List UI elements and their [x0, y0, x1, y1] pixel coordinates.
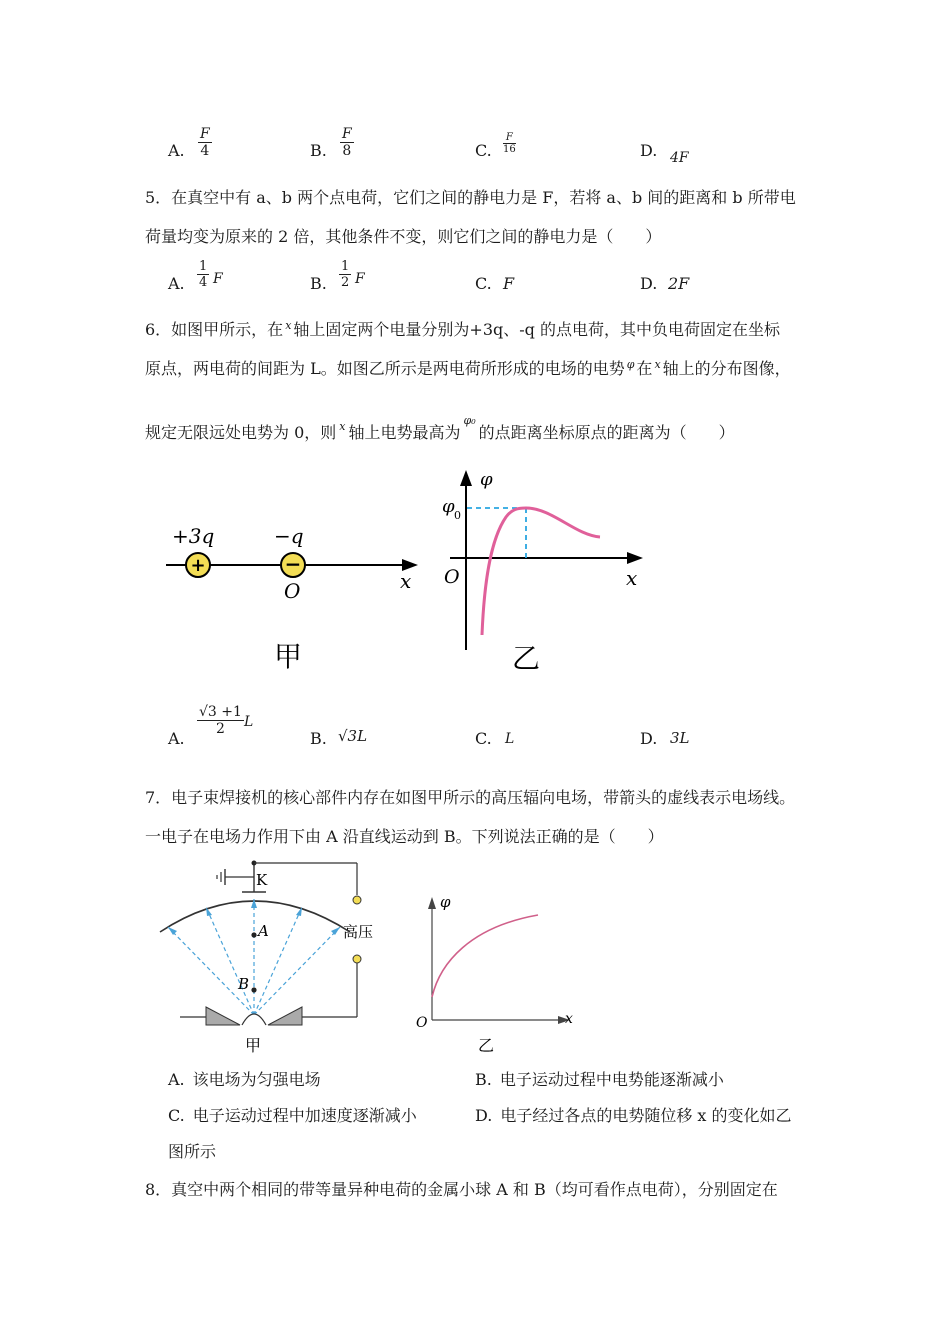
q6-line2-b: 在	[636, 359, 653, 378]
phi0-subscript: 0	[454, 509, 461, 522]
q5-option-d-letter[interactable]: D.	[640, 274, 658, 293]
option-text: 该电场为匀强电场	[192, 1070, 321, 1089]
q6-option-d-letter[interactable]: D.	[640, 729, 658, 748]
fraction-numerator: 1	[341, 259, 350, 274]
q6-option-a-fraction	[197, 704, 244, 737]
x-symbol: x	[339, 420, 346, 433]
q4-option-d-text: 4F	[670, 150, 689, 166]
point-a-label: A	[258, 922, 269, 940]
option-letter: A.	[168, 1070, 185, 1089]
figure-caption: 乙	[512, 642, 541, 675]
phi-axis-arrow-icon	[460, 470, 472, 486]
q5-stem-line1: 5．在真空中有 a、b 两个点电荷，它们之间的静电力是 F，若将 a、b 间的距离和 b 所带电	[145, 188, 796, 207]
pos-charge-label: +3q	[172, 524, 215, 548]
fraction-denominator: 16	[503, 144, 516, 155]
minus-sign: −	[284, 552, 302, 576]
potential-curve	[432, 915, 538, 997]
option-text: 电子经过各点的电势随位移 x 的变化如乙	[500, 1106, 792, 1125]
figure-caption: 甲	[245, 1036, 262, 1055]
origin-label: O	[444, 566, 460, 588]
fraction-numerator: 1	[199, 259, 208, 274]
high-voltage-label: 高压	[343, 923, 374, 941]
q6-option-c-letter[interactable]: C.	[475, 729, 492, 748]
q5-option-a-tail: F	[213, 271, 223, 287]
phi-symbol: φ	[626, 358, 635, 371]
left-electrode	[206, 1007, 240, 1025]
q7-figure-yi	[410, 885, 585, 1055]
q6-line2-c: 轴上的分布图像，	[662, 359, 791, 378]
q6-stem-line1	[145, 320, 780, 342]
q5-option-c-text: F	[503, 274, 515, 293]
q4-option-c-letter[interactable]: C.	[475, 141, 492, 160]
q4-option-a-fraction	[198, 126, 212, 159]
option-letter: D.	[475, 1106, 493, 1125]
figure-caption: 甲	[274, 640, 303, 673]
q6-option-c-text: L	[505, 731, 515, 747]
q6-line1-a: 6．如图甲所示，在	[145, 320, 284, 339]
x-symbol: x	[285, 319, 292, 332]
option-letter: C.	[168, 1106, 185, 1125]
q5-option-b-fraction	[339, 259, 351, 290]
q4-option-b-fraction	[340, 126, 354, 159]
option-letter: B.	[475, 1070, 492, 1089]
plus-sign: +	[190, 555, 206, 576]
filament	[242, 1014, 266, 1025]
q7-stem-line2: 一电子在电场力作用下由 A 沿直线运动到 B。下列说法正确的是（ ）	[145, 827, 664, 846]
q6-option-b-text: √3L	[338, 727, 368, 745]
x-axis-label: x	[565, 1011, 573, 1027]
q6-option-a-letter[interactable]: A.	[168, 729, 185, 748]
phi-axis-arrow-icon	[428, 897, 436, 909]
q7-option-c[interactable]	[168, 1106, 417, 1126]
fraction-numerator: F	[503, 132, 516, 144]
q5-option-b-tail: F	[355, 271, 365, 287]
phi0-symbol: φ₀	[463, 414, 476, 427]
origin-label: O	[284, 579, 301, 603]
q5-option-c-letter[interactable]: C.	[475, 274, 492, 293]
q6-line2-a: 原点，两电荷的间距为 L。如图乙所示是两电荷所形成的电场的电势	[145, 359, 625, 378]
q4-option-b-letter[interactable]: B.	[310, 141, 327, 160]
q6-line1-b: 轴上固定两个电量分别为+3q、-q 的点电荷，其中负电荷固定在坐标	[293, 320, 780, 339]
neg-charge-label: −q	[274, 524, 304, 548]
option-text: 电子运动过程中电势能逐渐减小	[499, 1070, 724, 1089]
point-a	[251, 932, 256, 937]
q7-stem-line1: 7．电子束焊接机的核心部件内存在如图甲所示的高压辐向电场，带箭头的虚线表示电场线。	[145, 788, 796, 807]
q6-stem-line2	[145, 359, 791, 381]
q5-option-a-fraction	[197, 259, 209, 290]
phi0-label: φ	[442, 496, 455, 517]
q8-stem-line1: 8．真空中两个相同的带等量异种电荷的金属小球 A 和 B（均可看作点电荷），分别固定在	[145, 1180, 778, 1199]
q6-figure-yi	[440, 465, 650, 680]
q6-line3-a: 规定无限远处电势为 0，则	[145, 423, 337, 442]
q5-option-d-text: 2F	[668, 274, 690, 293]
q7-option-d[interactable]	[475, 1106, 792, 1126]
potential-curve	[482, 508, 600, 635]
q6-option-b-letter[interactable]: B.	[310, 729, 327, 748]
q6-option-a-tail: L	[244, 714, 254, 730]
fraction-denominator: 4	[200, 143, 210, 159]
q5-option-b-letter[interactable]: B.	[310, 274, 327, 293]
point-b	[251, 987, 256, 992]
terminal-top	[353, 896, 361, 904]
q6-figure-jia	[150, 510, 430, 680]
q6-option-d-text: 3L	[670, 729, 690, 747]
q7-figure-jia	[150, 855, 390, 1060]
k-label: K	[256, 871, 268, 889]
x-axis-label: x	[626, 566, 638, 590]
q6-line3-c: 的点距离坐标原点的距离为（ ）	[478, 423, 735, 442]
q7-option-b[interactable]	[475, 1070, 724, 1090]
fraction-denominator: 4	[199, 275, 208, 290]
x-axis-label: x	[400, 569, 412, 593]
fraction-numerator: √3 +1	[199, 704, 242, 720]
q5-stem-line2: 荷量均变为原来的 2 倍，其他条件不变，则它们之间的静电力是（ ）	[145, 227, 662, 246]
q4-option-a-letter[interactable]: A.	[168, 141, 185, 160]
origin-label: O	[416, 1015, 428, 1031]
fraction-denominator: 2	[341, 275, 350, 290]
fraction-denominator: 8	[342, 143, 352, 159]
q6-line3-b: 轴上电势最高为	[348, 423, 461, 442]
q4-option-c-fraction	[503, 132, 516, 155]
q4-option-d-letter[interactable]: D.	[640, 141, 658, 160]
phi-axis-label: φ	[440, 893, 451, 911]
q5-option-a-letter[interactable]: A.	[168, 274, 185, 293]
q7-option-a[interactable]	[168, 1070, 321, 1090]
phi-axis-label: φ	[480, 469, 493, 490]
figure-caption: 乙	[478, 1036, 495, 1055]
right-electrode	[268, 1007, 302, 1025]
fraction-numerator: F	[200, 126, 210, 142]
field-lines	[168, 899, 340, 1015]
fraction-numerator: F	[342, 126, 352, 142]
q7-option-d-continued: 图所示	[168, 1142, 217, 1161]
fraction-denominator: 2	[216, 721, 225, 737]
option-text: 电子运动过程中加速度逐渐减小	[192, 1106, 417, 1125]
x-symbol: x	[654, 358, 661, 371]
x-axis-arrow-icon	[627, 552, 643, 564]
point-b-label: B	[238, 975, 250, 993]
terminal-bottom	[353, 955, 361, 963]
